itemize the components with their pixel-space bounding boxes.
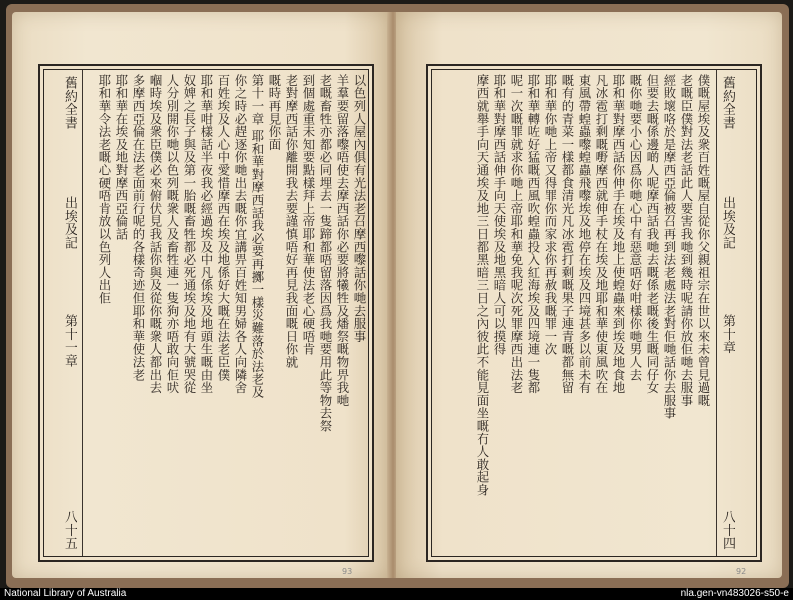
text-column: 老嘅畜牲亦都必同埋去一隻蹄都唔留落因爲我哋要用此等物去祭: [318, 74, 333, 433]
text-column: 第十一章 耶和華對摩西話我必要再擲一樣災難落於法老及: [250, 74, 265, 399]
open-book: [6, 4, 789, 588]
text-column: 老對摩西話你離開我去要謹慎唔好再見我面嘅日你就: [284, 74, 299, 369]
text-column: 奴婢之長子與及第一胎嘅畜牲都必死通埃及地有大號哭從: [182, 74, 197, 394]
text-column: 老嘅臣僕對法老話此人要害我哋到幾時呢請你放佢哋去服事: [679, 74, 694, 407]
page-number: 八十四: [720, 509, 735, 550]
chapter-number: 第十一章: [62, 314, 77, 368]
book-name: 出埃及記: [62, 196, 77, 250]
text-column: 嘅你哋要小心因爲你哋心中有惡意唔好咁樣你哋男人去: [628, 74, 643, 382]
right-page: [396, 12, 782, 578]
page-watermark: 93: [342, 567, 353, 576]
text-column: 呢一次嘅罪就求你哋上帝耶和華免我呢次死罪摩西出法老: [509, 74, 524, 394]
text-column: 耶和華在埃及地對摩西亞倫話: [114, 74, 129, 241]
left-margin-column: [62, 76, 77, 550]
page-number: 八十五: [62, 509, 77, 550]
text-column: 耶和華令法老嘅心硬唔肯放以色列人出佢: [97, 74, 112, 305]
book-name: 出埃及記: [720, 196, 735, 250]
text-column: 但要去嘅係邊啲人呢摩西話我哋去嘅係老嘅後生嘅同仔女: [645, 74, 660, 394]
left-text-frame: [38, 64, 374, 562]
left-page: [12, 12, 390, 578]
margin-divider: [82, 70, 83, 556]
text-column: 嘅時再見你面: [267, 74, 282, 151]
text-column: 東風帶蝗蟲嚟蝗蟲飛嚟埃及地停在埃及四境甚多以前未有: [577, 74, 592, 394]
text-column: 僕嘅屋埃及衆百姓嘅屋自從你父親祖宗在世以來未曾見過嘅: [696, 74, 711, 407]
text-column: 嘅有的青菜一樣都食清光凡冰雹打剩嘅果子連青嘅都無留: [560, 74, 575, 394]
text-column: 耶和華對摩西話你伸手在埃及地上使蝗蟲來到埃及地食地: [611, 74, 626, 394]
right-text-frame: [426, 64, 762, 562]
text-column: 百姓埃及人心中愛惜摩西在埃及地係好大嘅在法老臣僕: [216, 74, 231, 382]
library-footer: [0, 588, 793, 600]
book-title: 舊約全書: [720, 76, 735, 130]
text-column: 耶和華你哋上帝又得罪你而家求你再赦我嘅罪一次: [543, 74, 558, 356]
chapter-number: 第十章: [720, 314, 735, 355]
page-watermark: 92: [736, 567, 747, 576]
text-column: 人分別開你哋以色列嘅衆人及畜牲連一隻狗亦唔敢向佢吠: [165, 74, 180, 394]
text-column: 經敗壞咯於是摩西亞倫被召再到法老處法老對佢哋話你去服事: [662, 74, 677, 420]
item-identifier: nla.gen-vn483026-s50-e: [680, 588, 789, 599]
text-column: 嗰時埃及衆臣僕必來俯伏見我話你與及從你嘅衆人都出去: [148, 74, 163, 394]
text-column: 多摩西亞倫在法老面前行呢的各樣奇迹但耶和華使法老: [131, 74, 146, 382]
text-column: 以色列人屋內俱有光法老召摩西嚟話你哋去服事: [352, 74, 367, 343]
text-column: 耶和華對摩西話伸手向天使埃及地黑暗人可以摸得: [492, 74, 507, 356]
margin-divider: [716, 70, 717, 556]
text-column: 到個處重未知要點樣拜上帝耶和華使法老心硬唔肯: [301, 74, 316, 356]
text-column: 摩西就舉手向天通埃及地三日都黑暗三日之內彼此不能見面坐嘅冇人敢起身: [475, 74, 490, 497]
text-column: 耶和華咁樣話半夜我必經過埃及中凡係埃及地頭生嘅由坐: [199, 74, 214, 394]
text-column: 羊羣要留落嚟唔使去摩西話你必要將犧牲及燔祭嘅物畀我哋: [335, 74, 350, 407]
text-column: 凡冰雹打剩嘅嘢摩西就伸手杖在埃及地耶和華使東風吹在: [594, 74, 609, 394]
book-title: 舊約全書: [62, 76, 77, 130]
text-column: 耶和華轉咗好猛嘅西風吹蝗蟲投入紅海埃及四境連一隻都: [526, 74, 541, 394]
library-credit: National Library of Australia: [4, 588, 127, 599]
right-margin-column: [720, 76, 735, 550]
text-column: 你之時必趕逐你哋出去嘅你宜講畀百姓知男婦各人向隣舍: [233, 74, 248, 394]
